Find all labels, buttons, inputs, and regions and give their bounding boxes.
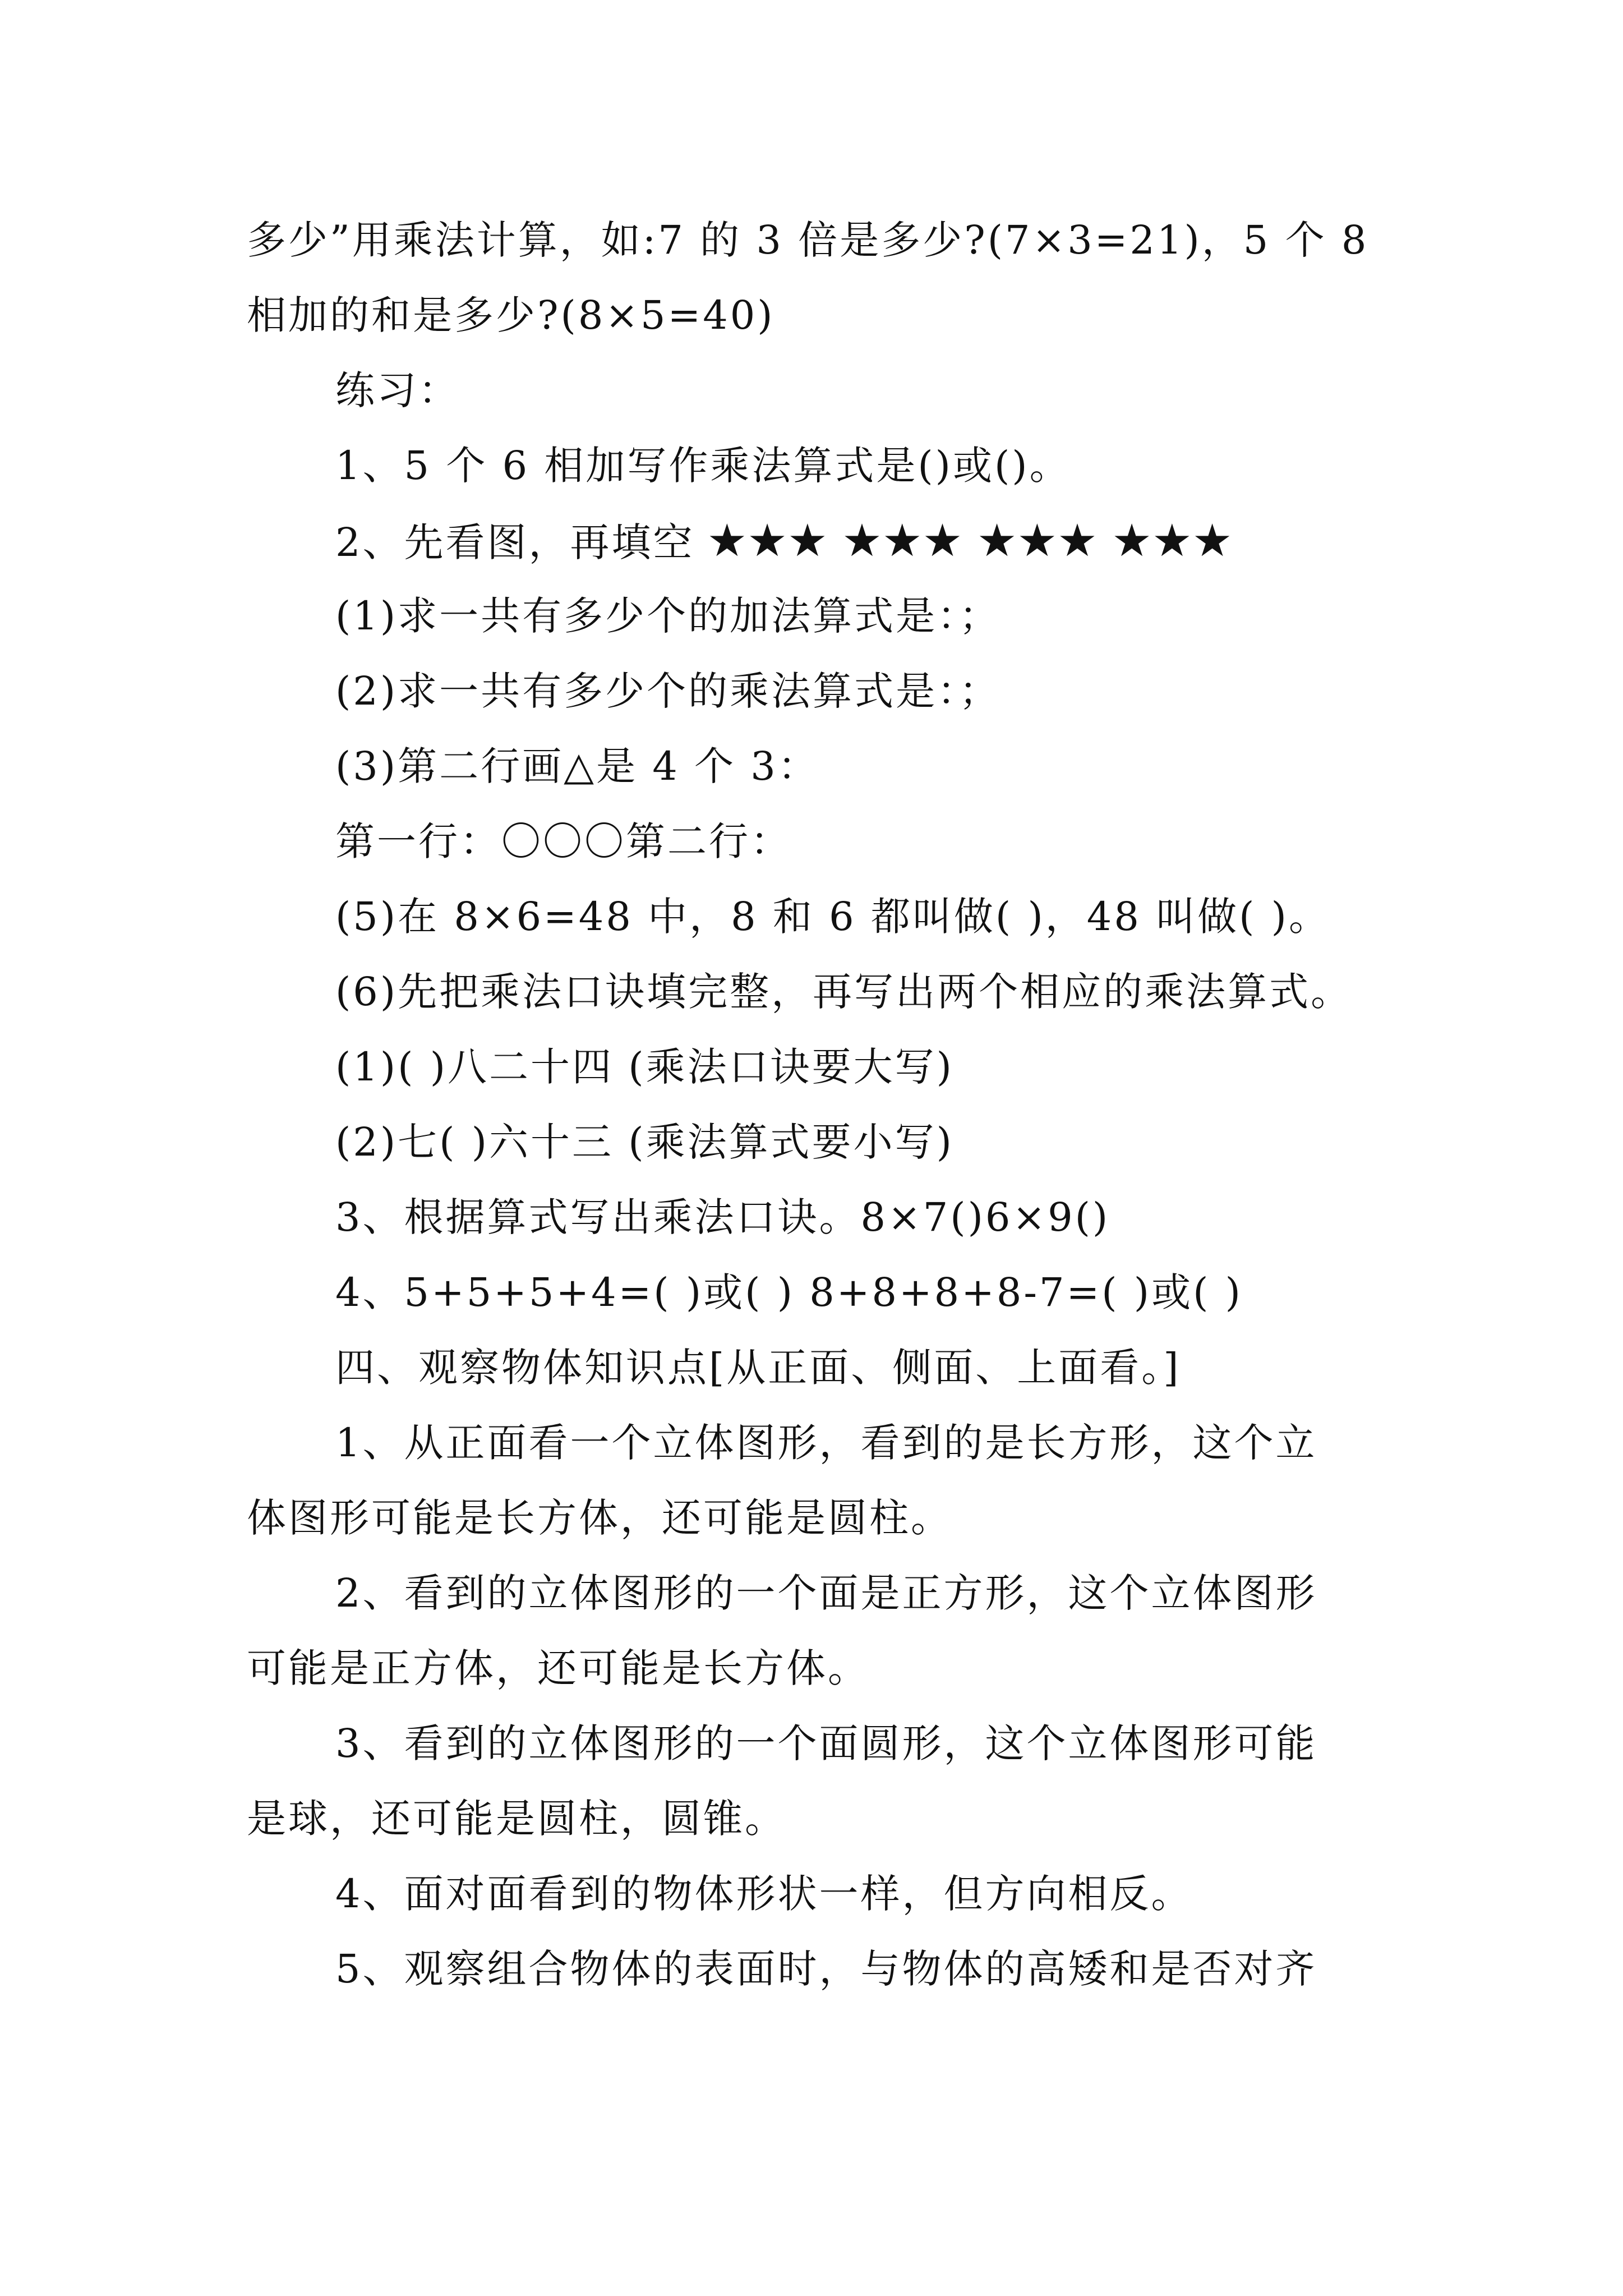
text-line: 4、面对面看到的物体形状一样，但方向相反。 bbox=[335, 1871, 1193, 1917]
text-line: 3、看到的立体图形的一个面圆形，这个立体图形可能 bbox=[335, 1720, 1317, 1766]
text-line: 可能是正方体，还可能是长方体。 bbox=[247, 1645, 869, 1691]
text-line: 是球，还可能是圆柱，圆锥。 bbox=[247, 1796, 786, 1842]
text-line: 2、看到的立体图形的一个面是正方形，这个立体图形 bbox=[335, 1570, 1317, 1616]
text-line: (2)七( )六十三 (乘法算式要小写) bbox=[335, 1119, 954, 1165]
text-line: 相加的和是多少?(8×5=40) bbox=[247, 292, 775, 338]
text-line: (5)在 8×6=48 中，8 和 6 都叫做( )，48 叫做( )。 bbox=[335, 894, 1330, 940]
text-line: (1)求一共有多少个的加法算式是：； bbox=[335, 593, 1001, 639]
text-line: (6)先把乘法口诀填完整，再写出两个相应的乘法算式。 bbox=[335, 969, 1353, 1015]
text-segment: 2、先看图，再填空 bbox=[335, 519, 695, 565]
section-heading: 四、观察物体知识点[从正面、侧面、上面看。] bbox=[335, 1345, 1181, 1391]
text-line: 第一行：〇〇〇第二行： bbox=[335, 818, 792, 864]
text-line: 1、5 个 6 相加写作乘法算式是()或()。 bbox=[335, 443, 1071, 489]
text-line: 1、从正面看一个立体图形，看到的是长方形，这个立 bbox=[335, 1420, 1317, 1466]
text-line: (1)( )八二十四 (乘法口诀要大写) bbox=[335, 1044, 954, 1090]
text-line: 5、观察组合物体的表面时，与物体的高矮和是否对齐 bbox=[335, 1946, 1317, 1992]
text-line-with-stars bbox=[335, 513, 1232, 570]
text-line: 练习： bbox=[335, 367, 460, 413]
text-line: 多少”用乘法计算，如:7 的 3 倍是多少?(7×3=21)，5 个 8 bbox=[247, 217, 1369, 263]
text-line: 4、5+5+5+4=( )或( ) 8+8+8+8-7=( )或( ) bbox=[335, 1269, 1243, 1315]
text-line: 体图形可能是长方体，还可能是圆柱。 bbox=[247, 1495, 952, 1541]
star-figure: ★★★ ★★★ ★★★ ★★★ bbox=[707, 514, 1233, 567]
text-line: (3)第二行画△是 4 个 3： bbox=[335, 743, 819, 789]
text-line: (2)求一共有多少个的乘法算式是：； bbox=[335, 668, 1001, 714]
text-line: 3、根据算式写出乘法口诀。8×7()6×9() bbox=[335, 1194, 1110, 1240]
